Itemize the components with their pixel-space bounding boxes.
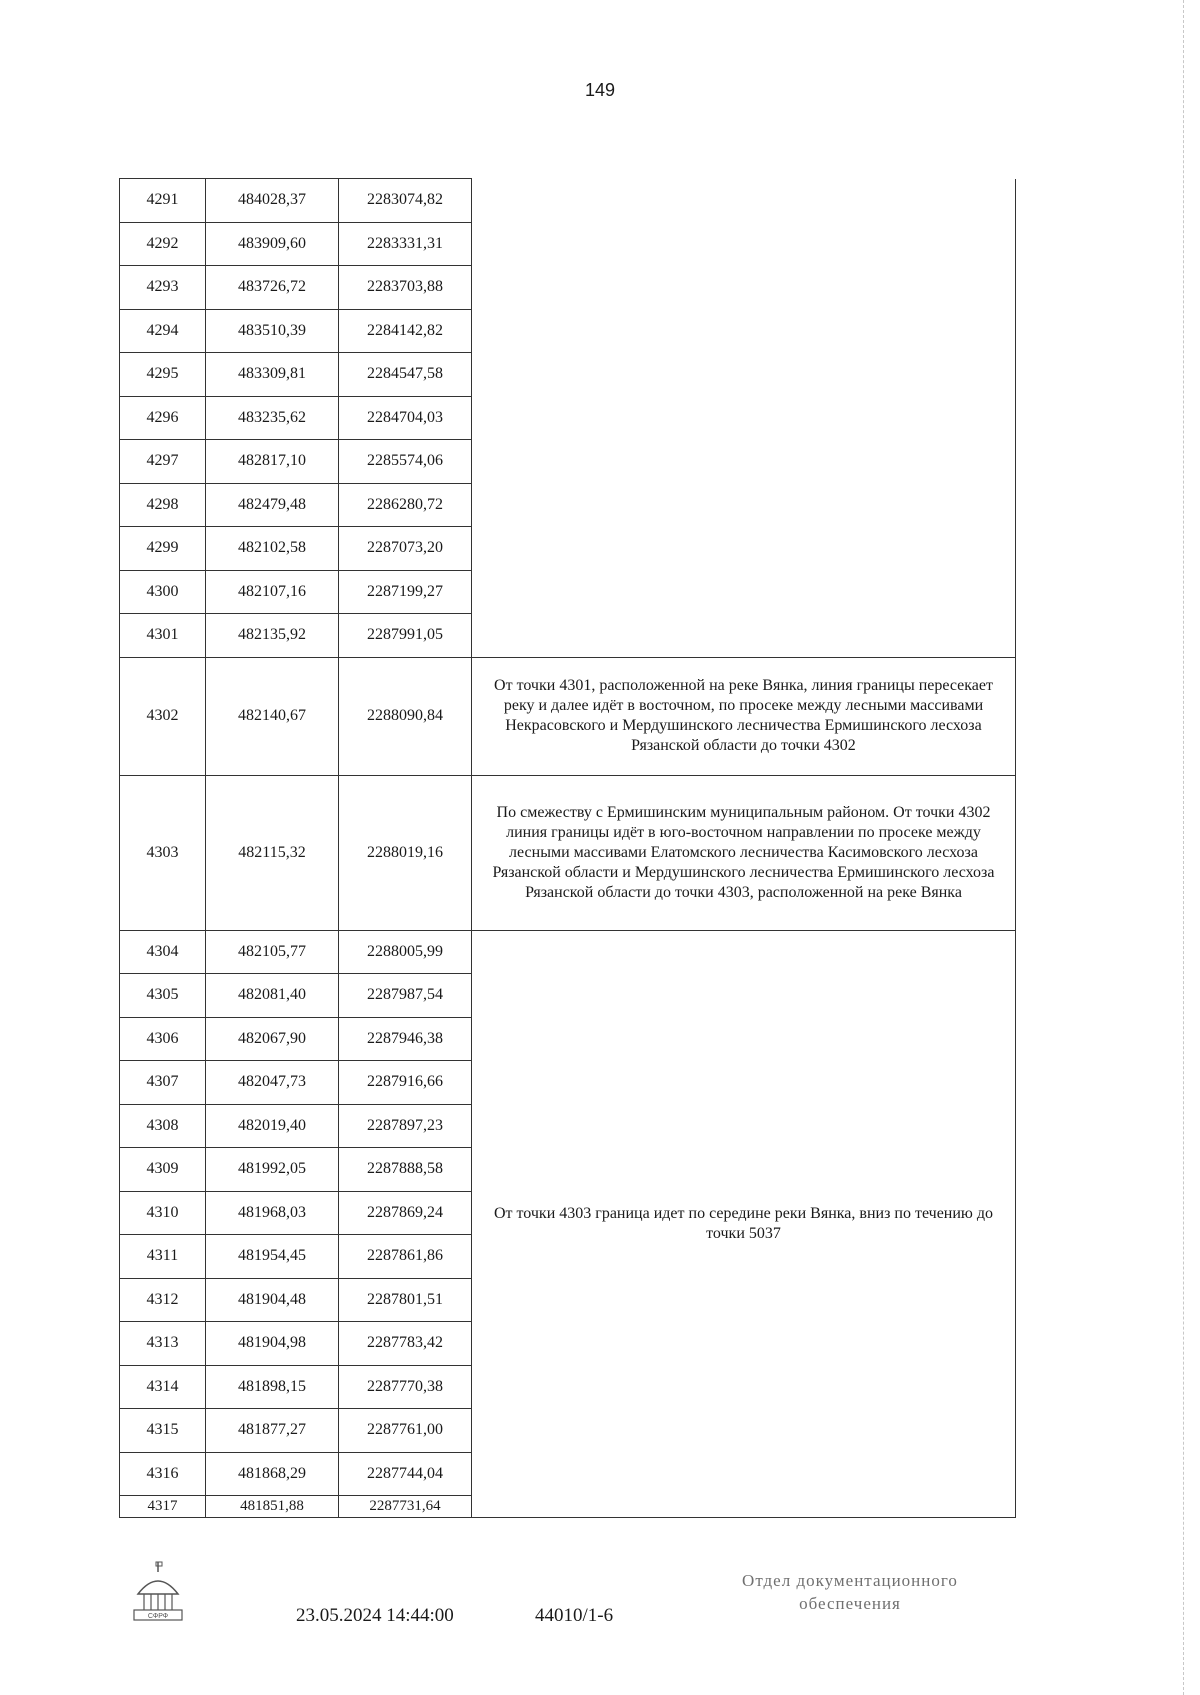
point-number: 4308 <box>120 1104 206 1148</box>
point-number: 4297 <box>120 440 206 484</box>
point-number: 4313 <box>120 1322 206 1366</box>
page-number: 149 <box>584 80 616 100</box>
x-coordinate: 482067,90 <box>206 1017 339 1061</box>
point-number: 4299 <box>120 527 206 571</box>
y-coordinate: 2284547,58 <box>339 353 472 397</box>
x-coordinate: 482107,16 <box>206 570 339 614</box>
y-coordinate: 2283331,31 <box>339 222 472 266</box>
department-stamp <box>700 1570 1000 1616</box>
y-coordinate: 2287783,42 <box>339 1322 472 1366</box>
y-coordinate: 2286280,72 <box>339 483 472 527</box>
y-coordinate: 2287073,20 <box>339 527 472 571</box>
stamp-line: Отдел документационного <box>742 1571 958 1590</box>
x-coordinate: 481992,05 <box>206 1148 339 1192</box>
y-coordinate: 2287869,24 <box>339 1191 472 1235</box>
y-coordinate: 2287946,38 <box>339 1017 472 1061</box>
x-coordinate: 481868,29 <box>206 1452 339 1496</box>
point-number: 4301 <box>120 614 206 658</box>
y-coordinate: 2284704,03 <box>339 396 472 440</box>
point-number: 4311 <box>120 1235 206 1279</box>
x-coordinate: 482817,10 <box>206 440 339 484</box>
point-number: 4309 <box>120 1148 206 1192</box>
x-coordinate: 484028,37 <box>206 179 339 223</box>
table-row <box>120 179 1016 223</box>
y-coordinate: 2287761,00 <box>339 1409 472 1453</box>
x-coordinate: 482479,48 <box>206 483 339 527</box>
y-coordinate: 2287861,86 <box>339 1235 472 1279</box>
x-coordinate: 481898,15 <box>206 1365 339 1409</box>
x-coordinate: 481904,48 <box>206 1278 339 1322</box>
x-coordinate: 483510,39 <box>206 309 339 353</box>
document-number: 44010/1-6 <box>535 1605 614 1626</box>
table-row <box>120 775 1016 930</box>
x-coordinate: 482135,92 <box>206 614 339 658</box>
point-number: 4312 <box>120 1278 206 1322</box>
y-coordinate: 2288019,16 <box>339 775 472 930</box>
y-coordinate: 2287991,05 <box>339 614 472 658</box>
y-coordinate: 2287801,51 <box>339 1278 472 1322</box>
point-number: 4306 <box>120 1017 206 1061</box>
x-coordinate: 481851,88 <box>206 1496 339 1518</box>
point-number: 4317 <box>120 1496 206 1518</box>
point-number: 4302 <box>120 657 206 775</box>
point-number: 4307 <box>120 1061 206 1105</box>
y-coordinate: 2288005,99 <box>339 930 472 974</box>
point-number: 4292 <box>120 222 206 266</box>
point-number: 4304 <box>120 930 206 974</box>
y-coordinate: 2287888,58 <box>339 1148 472 1192</box>
point-number: 4298 <box>120 483 206 527</box>
y-coordinate: 2287770,38 <box>339 1365 472 1409</box>
table-row <box>120 930 1016 974</box>
point-number: 4300 <box>120 570 206 614</box>
stamp-line: обеспечения <box>799 1593 901 1613</box>
point-number: 4316 <box>120 1452 206 1496</box>
boundary-description: От точки 4301, расположенной на реке Вянка, линия границы пересекает реку и далее идёт в восточном, по просеке между лесными массивами Некрасовского и Мердушинского лесничества Ермишинского лесхоза Рязанской области до точки 4302 <box>472 657 1016 775</box>
x-coordinate: 481968,03 <box>206 1191 339 1235</box>
point-number: 4315 <box>120 1409 206 1453</box>
organization-logo <box>128 1560 188 1624</box>
scan-edge <box>1183 0 1200 1695</box>
point-number: 4291 <box>120 179 206 223</box>
point-number: 4305 <box>120 974 206 1018</box>
point-number: 4314 <box>120 1365 206 1409</box>
svg-text:СФРФ: СФРФ <box>147 1613 169 1620</box>
x-coordinate: 482115,32 <box>206 775 339 930</box>
point-number: 4293 <box>120 266 206 310</box>
point-number: 4310 <box>120 1191 206 1235</box>
x-coordinate: 482105,77 <box>206 930 339 974</box>
y-coordinate: 2287199,27 <box>339 570 472 614</box>
point-number: 4303 <box>120 775 206 930</box>
x-coordinate: 483726,72 <box>206 266 339 310</box>
x-coordinate: 481877,27 <box>206 1409 339 1453</box>
boundary-description: От точки 4303 граница идет по середине реки Вянка, вниз по течению до точки 5037 <box>472 930 1016 1518</box>
y-coordinate: 2283703,88 <box>339 266 472 310</box>
y-coordinate: 2287987,54 <box>339 974 472 1018</box>
x-coordinate: 483909,60 <box>206 222 339 266</box>
x-coordinate: 483309,81 <box>206 353 339 397</box>
description-cell-empty <box>472 179 1016 658</box>
y-coordinate: 2285574,06 <box>339 440 472 484</box>
y-coordinate: 2287731,64 <box>339 1496 472 1518</box>
y-coordinate: 2287744,04 <box>339 1452 472 1496</box>
point-number: 4294 <box>120 309 206 353</box>
point-number: 4296 <box>120 396 206 440</box>
coordinates-table <box>119 178 1016 1518</box>
table-row <box>120 657 1016 775</box>
point-number: 4295 <box>120 353 206 397</box>
y-coordinate: 2287897,23 <box>339 1104 472 1148</box>
y-coordinate: 2284142,82 <box>339 309 472 353</box>
y-coordinate: 2283074,82 <box>339 179 472 223</box>
x-coordinate: 482140,67 <box>206 657 339 775</box>
x-coordinate: 482019,40 <box>206 1104 339 1148</box>
x-coordinate: 482047,73 <box>206 1061 339 1105</box>
x-coordinate: 483235,62 <box>206 396 339 440</box>
boundary-description: По смежеству с Ермишинским муниципальным районом. От точки 4302 линия границы идёт в юго-восточном направлении по просеке между лесными массивами Елатомского лесничества Касимовского лесхоза Рязанской области и Мердушинского лесничества Ермишинского лесхоза Рязанской области до точки 4303, расположенной на реке Вянка <box>472 775 1016 930</box>
timestamp: 23.05.2024 14:44:00 <box>296 1605 454 1626</box>
x-coordinate: 482081,40 <box>206 974 339 1018</box>
x-coordinate: 481904,98 <box>206 1322 339 1366</box>
y-coordinate: 2288090,84 <box>339 657 472 775</box>
x-coordinate: 481954,45 <box>206 1235 339 1279</box>
y-coordinate: 2287916,66 <box>339 1061 472 1105</box>
x-coordinate: 482102,58 <box>206 527 339 571</box>
